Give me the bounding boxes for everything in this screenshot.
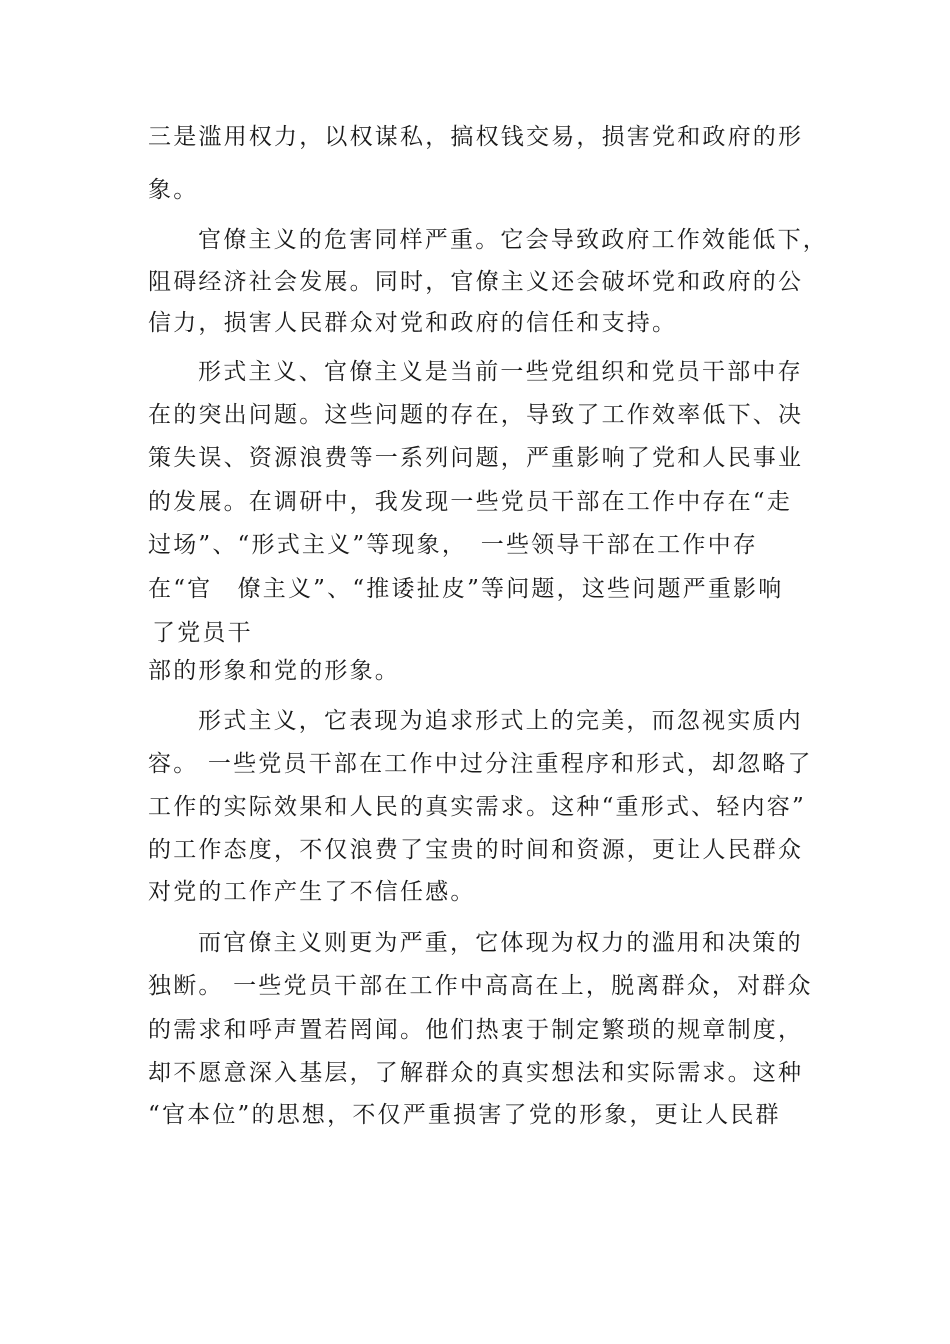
- text-line: 的发展。在调研中，我发现一些党员干部在工作中存在“走: [148, 489, 792, 515]
- text-line: 工作的实际效果和人民的真实需求。这种“重形式、轻内容”: [148, 794, 806, 820]
- text-line: 在“官 僚主义”、“推诿扯皮”等问题，这些问题严重影响: [148, 576, 784, 602]
- text-line: 部的形象和党的形象。: [148, 658, 400, 684]
- text-line: “官本位”的思想，不仅严重损害了党的形象，更让人民群: [148, 1102, 781, 1128]
- text-line: 对党的工作产生了不信任感。: [148, 879, 476, 905]
- text-line: 过场”、“形式主义”等现象， 一些领导干部在工作中存: [148, 532, 758, 558]
- text-line: 的需求和呼声置若罔闻。他们热衷于制定繁琐的规章制度，: [148, 1017, 804, 1043]
- text-line: 策失误、资源浪费等一系列问题，严重影响了党和人民事业: [148, 445, 804, 471]
- text-line: 独断。 一些党员干部在工作中高高在上，脱离群众，对群众: [148, 973, 813, 999]
- text-line: 阻碍经济社会发展。同时，官僚主义还会破坏党和政府的公: [148, 269, 804, 295]
- text-line: 三是滥用权力，以权谋私，搞权钱交易，损害党和政府的形: [148, 124, 804, 150]
- text-line: 在的突出问题。这些问题的存在，导致了工作效率低下、决: [148, 402, 804, 428]
- text-line: 形式主义，它表现为追求形式上的完美，而忽视实质内: [198, 708, 803, 734]
- text-line: 形式主义、官僚主义是当前一些党组织和党员干部中存: [198, 359, 803, 385]
- text-line: 的工作态度，不仅浪费了宝贵的时间和资源，更让人民群众: [148, 837, 804, 863]
- text-line: 象。: [148, 177, 199, 203]
- text-line: 容。 一些党员干部在工作中过分注重程序和形式，却忽略了: [148, 751, 813, 777]
- text-line: 官僚主义的危害同样严重。它会导致政府工作效能低下，: [198, 227, 828, 253]
- text-line: 了党员干: [152, 620, 253, 646]
- text-line: 信力，损害人民群众对党和政府的信任和支持。: [148, 310, 678, 336]
- text-line: 却不愿意深入基层，了解群众的真实想法和实际需求。这种: [148, 1060, 804, 1086]
- text-line: 而官僚主义则更为严重，它体现为权力的滥用和决策的: [198, 930, 803, 956]
